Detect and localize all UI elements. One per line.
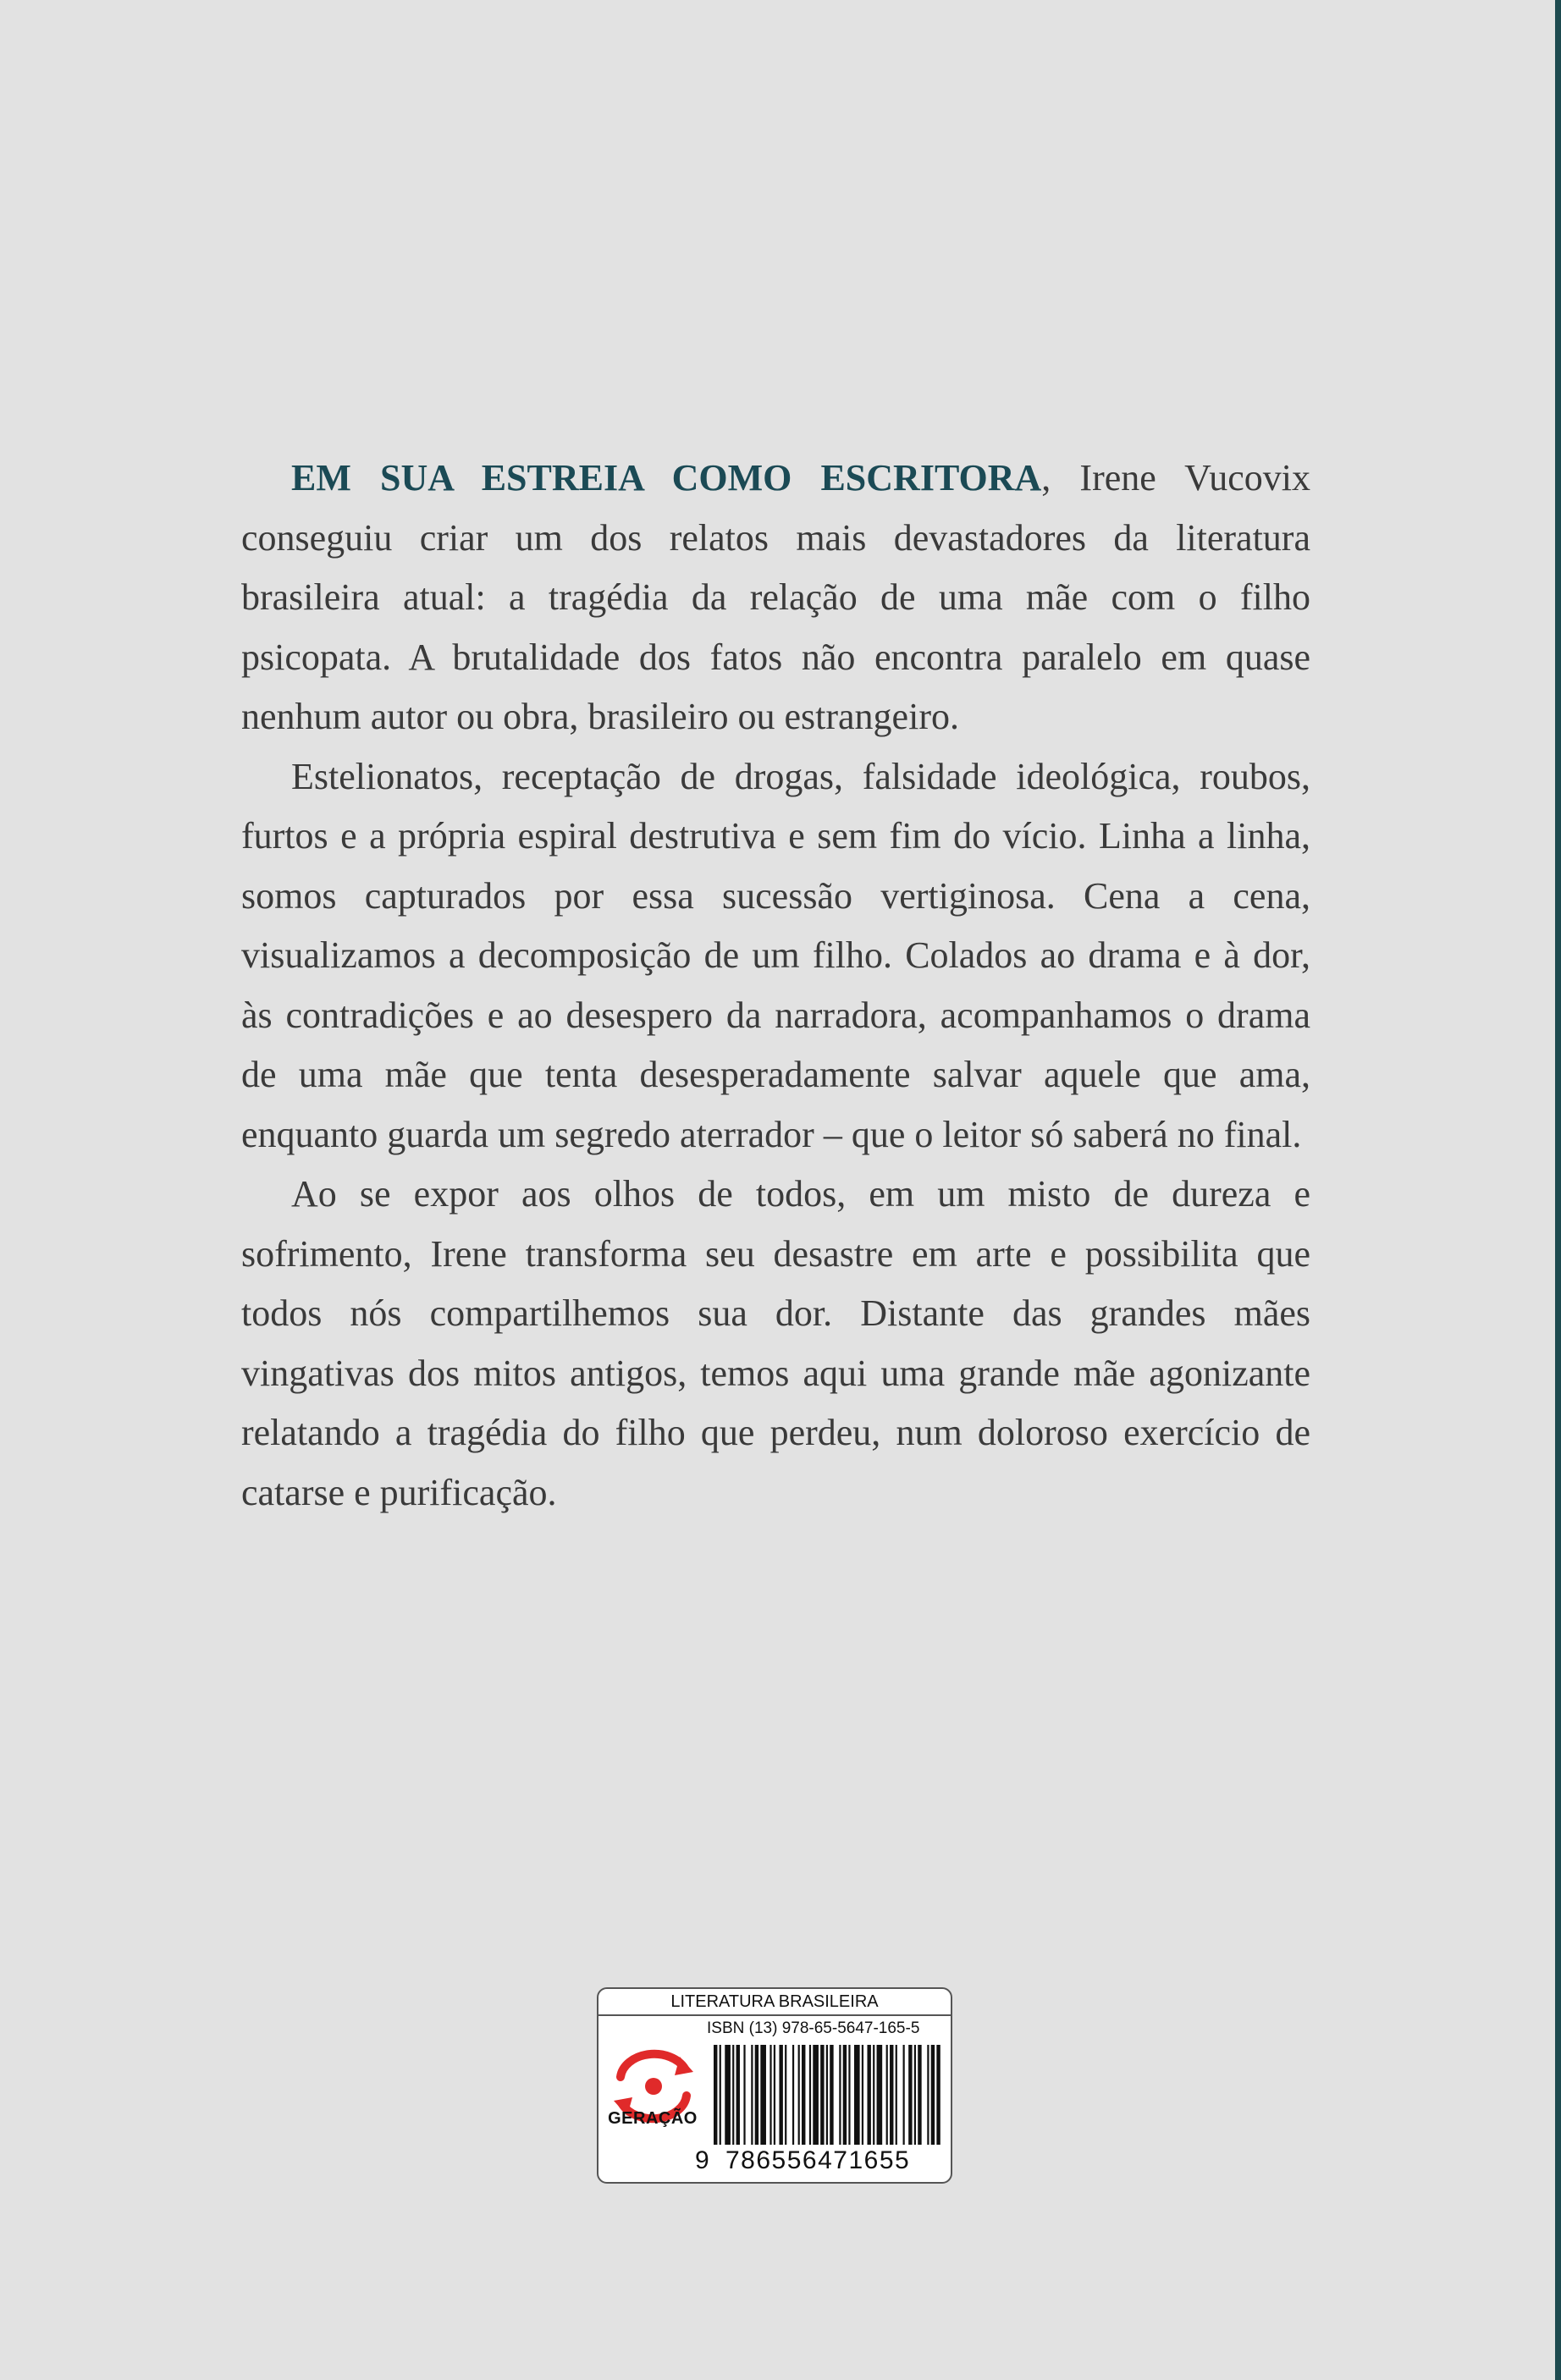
barcode-bar — [839, 2045, 841, 2145]
barcode-bar — [785, 2045, 786, 2145]
barcode-bar — [760, 2045, 766, 2145]
barcode-bar — [720, 2045, 721, 2145]
barcode-bar — [830, 2045, 833, 2145]
barcode-bar — [755, 2045, 758, 2145]
barcode-digits: 786556471655 — [725, 2146, 911, 2174]
blurb-paragraph-1-text: , Irene Vucovix conseguiu criar um dos relatos mais devastadores da literatura brasileira atual: a tragédia da relação de uma mãe com o filho psicopata. A brutalidade dos fatos não encontra paralelo em quase nenhum autor ou obra, brasileiro ou estrangeiro. — [241, 457, 1310, 737]
barcode-bar — [826, 2045, 828, 2145]
barcode-bar — [903, 2045, 905, 2145]
barcode-bar — [914, 2045, 916, 2145]
barcode-bar — [886, 2045, 888, 2145]
barcode-bar — [743, 2045, 745, 2145]
barcode-bar — [769, 2045, 771, 2145]
barcode-first-digit: 9 — [695, 2146, 709, 2174]
barcode-bar — [813, 2045, 819, 2145]
barcode-icon — [714, 2045, 942, 2145]
back-cover-blurb — [241, 449, 1310, 1523]
blurb-paragraph-3: Ao se expor aos olhos de todos, em um misto de dureza e sofrimento, Irene transforma seu desastre em arte e possibilita que todos nós compartilhemos sua dor. Distante das grandes mães vingativas dos mitos antigos, temos aqui uma grande mãe agonizante relatando a tragédia do filho que perdeu, num doloroso exercício de catarse e purificação. — [241, 1173, 1310, 1513]
barcode-bar — [792, 2045, 794, 2145]
barcode-bar — [867, 2045, 870, 2145]
barcode-bar — [927, 2045, 929, 2145]
barcode-bar — [918, 2045, 921, 2145]
barcode-bar — [809, 2045, 811, 2145]
blurb-paragraph-1 — [241, 449, 1310, 747]
isbn-line — [707, 2019, 919, 2038]
barcode-bar — [802, 2045, 805, 2145]
isbn-number: 978-65-5647-165-5 — [781, 2019, 920, 2037]
barcode-bar — [714, 2045, 717, 2145]
barcode-bar — [843, 2045, 847, 2145]
barcode-bar — [890, 2045, 893, 2145]
barcode-bar — [725, 2045, 731, 2145]
blurb-lead: EM SUA ESTREIA COMO ESCRITORA — [291, 457, 1042, 499]
barcode-bar — [732, 2045, 734, 2145]
publisher-name: GERAÇÃO — [608, 2109, 698, 2128]
barcode-bar — [798, 2045, 800, 2145]
barcode-category: LITERATURA BRASILEIRA — [598, 1989, 951, 2016]
barcode-box — [597, 1987, 952, 2184]
barcode-bar — [774, 2045, 775, 2145]
blurb-paragraph-2: Estelionatos, receptação de drogas, falsidade ideológica, roubos, furtos e a própria espiral destrutiva e sem fim do vício. Linha a linha, somos capturados por essa sucessão vertiginosa. Cena a cena, visualizamos a decomposição de um filho. Colados ao drama e à dor, às contradições e ao desespero da narradora, acompanhamos o drama de uma mãe que tenta desesperadamente salvar aquele que ama, enquanto guarda um segredo aterrador – que o leitor só saberá no final. — [241, 755, 1310, 1155]
spine-edge — [1555, 0, 1561, 2380]
barcode-bar — [820, 2045, 824, 2145]
barcode-bar — [877, 2045, 883, 2145]
barcode-bar — [873, 2045, 874, 2145]
barcode-bar — [908, 2045, 912, 2145]
barcode-bar — [779, 2045, 782, 2145]
barcode-bar — [936, 2045, 940, 2145]
barcode-bar — [896, 2045, 897, 2145]
barcode-bar — [751, 2045, 753, 2145]
barcode-bar — [848, 2045, 850, 2145]
barcode-bar — [736, 2045, 740, 2145]
barcode-bar — [931, 2045, 935, 2145]
barcode-bar — [862, 2045, 863, 2145]
barcode-bar — [854, 2045, 860, 2145]
isbn-label: ISBN (13) — [707, 2019, 778, 2037]
